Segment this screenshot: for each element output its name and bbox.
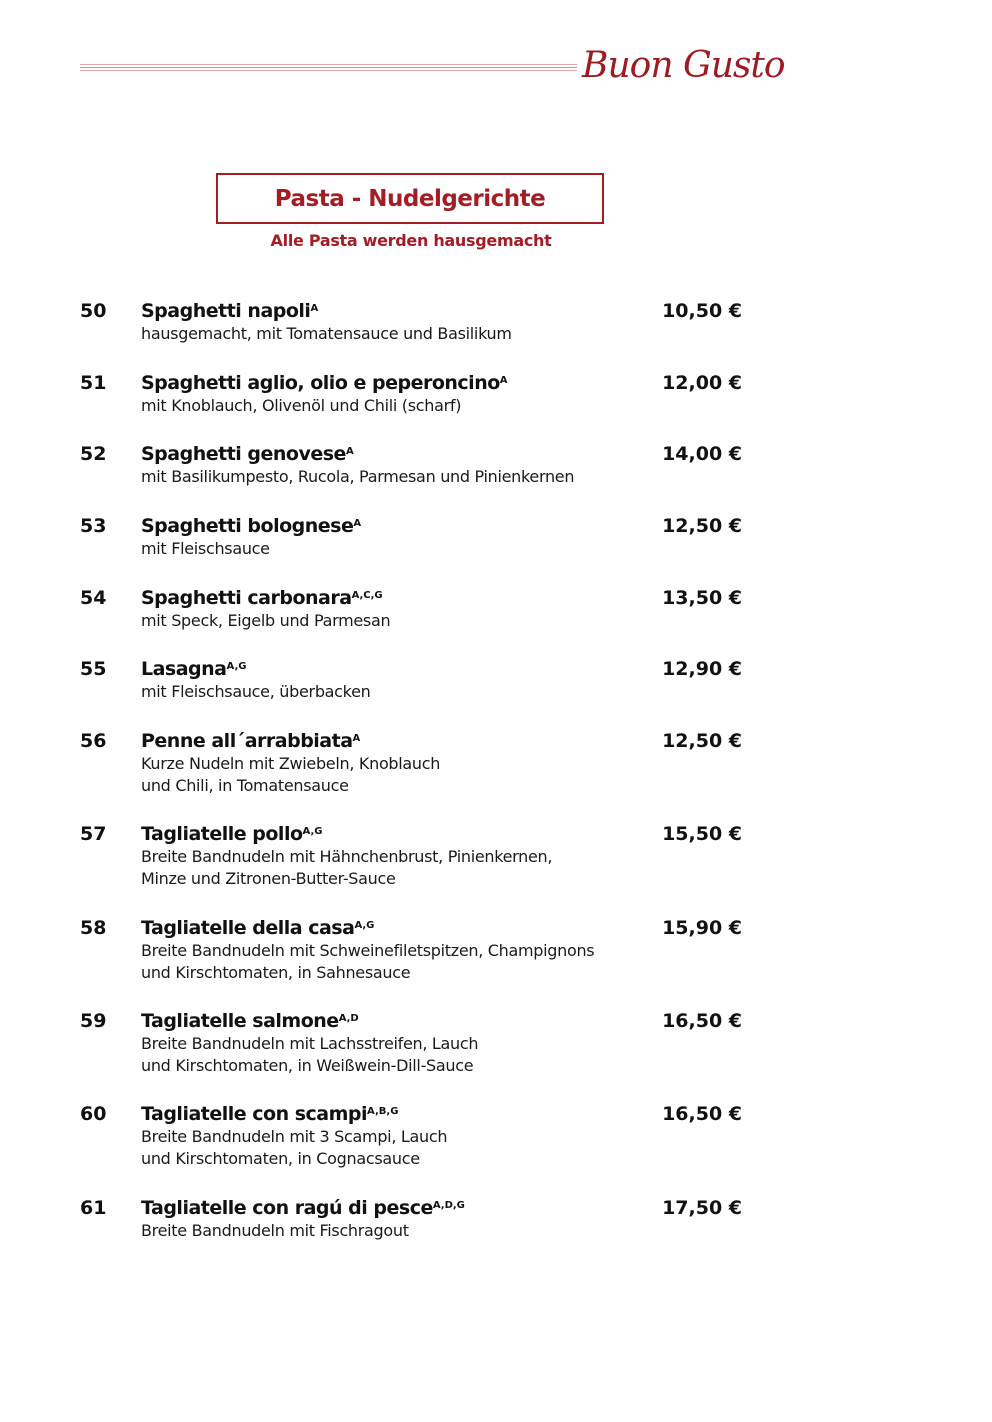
item-name: Lasagna$^{A,G}$: [141, 658, 247, 680]
item-name: Spaghetti bolognese$^A$: [141, 515, 362, 537]
item-number: 55: [80, 658, 107, 680]
section-subtitle: Alle Pasta werden hausgemacht: [270, 231, 552, 250]
item-price: 16,50 €: [662, 1103, 742, 1125]
item-number: 60: [80, 1103, 107, 1125]
item-allergens: A,D: [338, 1013, 359, 1024]
item-name: Spaghetti carbonara$^{A,C,G}$: [141, 587, 383, 609]
item-price: 13,50 €: [662, 587, 742, 609]
item-allergens: A,C,G: [351, 590, 383, 601]
item-allergens: A: [310, 303, 319, 314]
item-allergens: A,B,G: [367, 1106, 399, 1117]
item-name: Tagliatelle pollo$^{A,G}$: [141, 823, 323, 845]
item-name: Spaghetti genovese$^A$: [141, 443, 354, 465]
item-number: 53: [80, 515, 107, 537]
item-name: Spaghetti aglio, olio e peperoncino$^A$: [141, 372, 508, 394]
header-rule-line: [80, 64, 577, 65]
item-price: 16,50 €: [662, 1010, 742, 1032]
item-price: 12,50 €: [662, 730, 742, 752]
item-description: hausgemacht, mit Tomatensauce und Basilikum: [141, 324, 512, 343]
item-name: Spaghetti napoli$^A$: [141, 300, 319, 322]
item-allergens: A: [499, 375, 508, 386]
item-price: 17,50 €: [662, 1197, 742, 1219]
item-number: 59: [80, 1010, 107, 1032]
item-price: 12,50 €: [662, 515, 742, 537]
item-number: 50: [80, 300, 107, 322]
item-description: Breite Bandnudeln mit Fischragout: [141, 1221, 409, 1240]
item-number: 52: [80, 443, 107, 465]
item-name: Penne all´arrabbiata$^A$: [141, 730, 361, 752]
item-description: Breite Bandnudeln mit Hähnchenbrust, Pinienkernen, Minze und Zitronen-Butter-Sauce: [141, 847, 553, 888]
header-rule: [80, 64, 577, 73]
item-number: 58: [80, 917, 107, 939]
item-allergens: A: [345, 446, 354, 457]
item-description: mit Fleischsauce, überbacken: [141, 682, 371, 701]
item-number: 61: [80, 1197, 107, 1219]
header-rule-line: [80, 67, 577, 68]
item-name: Tagliatelle con scampi$^{A,B,G}$: [141, 1103, 399, 1125]
item-description: Kurze Nudeln mit Zwiebeln, Knoblauch und Chili, in Tomatensauce: [141, 754, 441, 795]
item-description: mit Speck, Eigelb und Parmesan: [141, 611, 391, 630]
item-price: 12,90 €: [662, 658, 742, 680]
item-name: Tagliatelle con ragú di pesce$^{A,D,G}$: [141, 1197, 465, 1219]
section-title: Pasta - Nudelgerichte: [274, 185, 546, 212]
brand-logo: Buon Gusto: [582, 45, 785, 86]
item-number: 54: [80, 587, 107, 609]
item-description: mit Knoblauch, Olivenöl und Chili (scharf): [141, 396, 462, 415]
item-price: 15,90 €: [662, 917, 742, 939]
item-description: Breite Bandnudeln mit Schweinefiletspitzen, Champignons und Kirschtomaten, in Sahnesauce: [141, 941, 595, 982]
item-price: 12,00 €: [662, 372, 742, 394]
item-number: 51: [80, 372, 107, 394]
item-name: Tagliatelle della casa$^{A,G}$: [141, 917, 375, 939]
item-description: Breite Bandnudeln mit Lachsstreifen, Lauch und Kirschtomaten, in Weißwein-Dill-Sauce: [141, 1034, 479, 1075]
item-number: 57: [80, 823, 107, 845]
item-description: mit Basilikumpesto, Rucola, Parmesan und Pinienkernen: [141, 467, 575, 486]
item-price: 10,50 €: [662, 300, 742, 322]
item-price: 15,50 €: [662, 823, 742, 845]
item-description: Breite Bandnudeln mit 3 Scampi, Lauch und Kirschtomaten, in Cognacsauce: [141, 1127, 448, 1168]
item-number: 56: [80, 730, 107, 752]
item-description: mit Fleischsauce: [141, 539, 270, 558]
item-allergens: A,G: [354, 920, 375, 931]
section-title-box: [216, 173, 604, 224]
item-name: Tagliatelle salmone$^{A,D}$: [141, 1010, 359, 1032]
item-allergens: A,G: [302, 826, 323, 837]
item-price: 14,00 €: [662, 443, 742, 465]
item-allergens: A,G: [226, 661, 247, 672]
item-allergens: A: [352, 733, 361, 744]
item-allergens: A: [353, 518, 362, 529]
header-rule-line: [80, 70, 577, 71]
item-allergens: A,D,G: [432, 1200, 465, 1211]
